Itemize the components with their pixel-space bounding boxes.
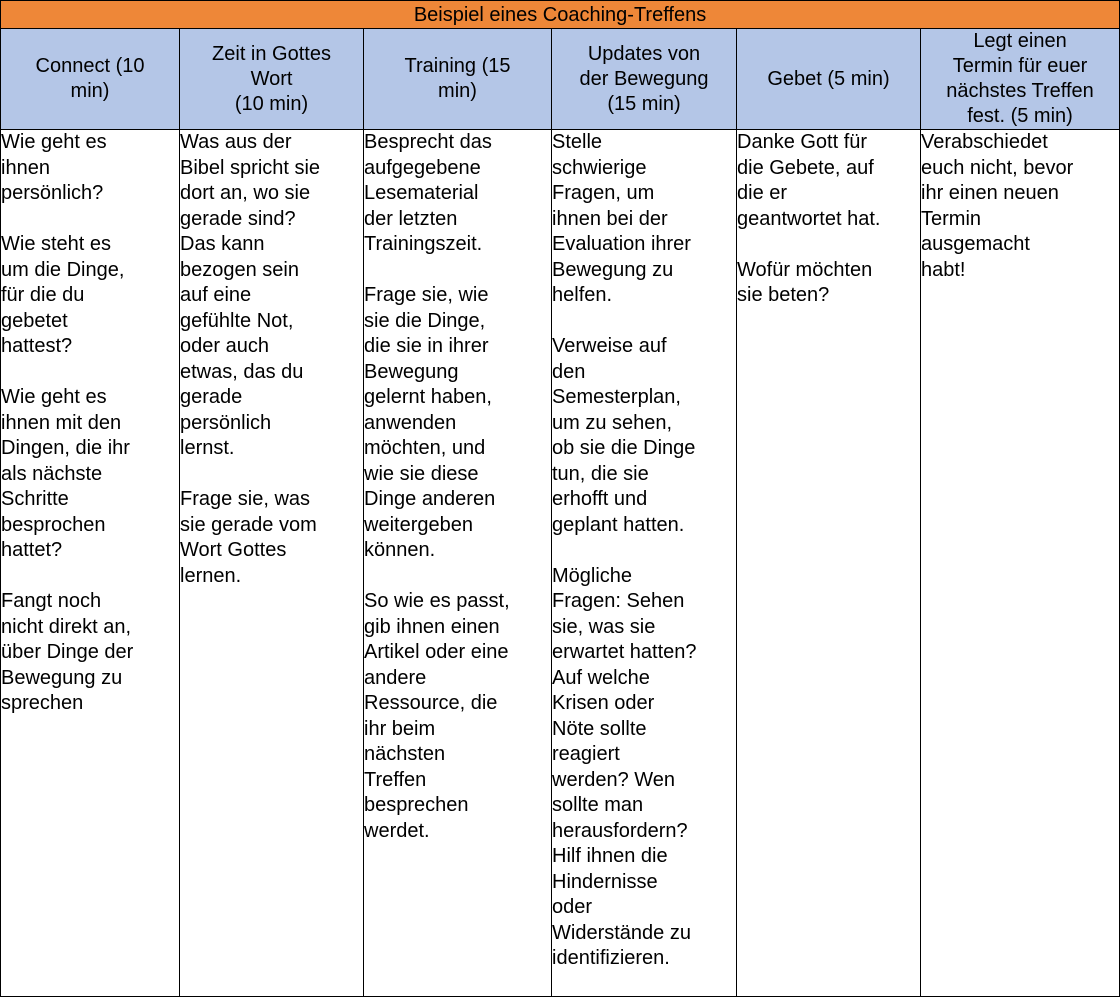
cell-paragraph: Besprecht das aufgegebene Lesematerial der letzten Trainingszeit. (364, 131, 492, 255)
cell-paragraph: Wie steht es um die Dinge, für die du gebetet hattest? (1, 233, 125, 357)
cell-paragraph: Wie geht es ihnen persönlich? (1, 131, 107, 204)
cell-updates (552, 130, 737, 997)
cell-paragraph: Wofür möchten sie beten? (737, 258, 873, 306)
column-header-termin: Legt einen Termin für euer nächstes Treffen fest. (5 min) (921, 29, 1120, 130)
content-row (1, 130, 1120, 997)
column-header-connect: Connect (10 min) (1, 29, 180, 130)
cell-gebet (737, 130, 921, 997)
table-title: Beispiel eines Coaching-Treffens (1, 1, 1120, 29)
cell-paragraph: Frage sie, wie sie die Dinge, die sie in ihrer Bewegung gelernt haben, anwenden möchten, und wie sie diese Dinge anderen weitergeben können. (364, 284, 496, 561)
column-header-training: Training (15 min) (364, 29, 552, 130)
cell-connect (1, 130, 180, 997)
cell-training (364, 130, 552, 997)
column-header-gottes-wort: Zeit in Gottes Wort (10 min) (180, 29, 364, 130)
cell-paragraph: Danke Gott für die Gebete, auf die er geantwortet hat. (737, 131, 881, 230)
cell-paragraph: Mögliche Fragen: Sehen sie, was sie erwartet hatten? Auf welche Krisen oder Nöte sollte reagiert werden? Wen sollte man herausfordern? Hilf ihnen die Hindernisse oder Widerstände zu identifizieren. (552, 564, 697, 969)
cell-paragraph: Verabschiedet euch nicht, bevor ihr einen neuen Termin ausgemacht habt! (921, 131, 1074, 281)
cell-paragraph: So wie es passt, gib ihnen einen Artikel oder eine andere Ressource, die ihr beim nächsten Treffen besprechen werdet. (364, 590, 510, 842)
cell-paragraph: Was aus der Bibel spricht sie dort an, wo sie gerade sind? Das kann bezogen sein auf eine gefühlte Not, oder auch etwas, das du gerade persönlich lernst. (180, 131, 321, 459)
column-header-updates: Updates von der Bewegung (15 min) (552, 29, 737, 130)
cell-gottes-wort (180, 130, 364, 997)
title-row (1, 1, 1120, 29)
cell-paragraph: Frage sie, was sie gerade vom Wort Gottes lernen. (180, 488, 317, 587)
header-row (1, 29, 1120, 130)
cell-paragraph: Stelle schwierige Fragen, um ihnen bei der Evaluation ihrer Bewegung zu helfen. (552, 131, 691, 306)
column-header-gebet: Gebet (5 min) (737, 29, 921, 130)
cell-paragraph: Fangt noch nicht direkt an, über Dinge der Bewegung zu sprechen (1, 590, 134, 714)
cell-paragraph: Verweise auf den Semesterplan, um zu sehen, ob sie die Dinge tun, die sie erhofft und geplant hatten. (552, 335, 696, 536)
cell-paragraph: Wie geht es ihnen mit den Dingen, die ihr als nächste Schritte besprochen hattet? (1, 386, 130, 561)
cell-termin (921, 130, 1120, 997)
